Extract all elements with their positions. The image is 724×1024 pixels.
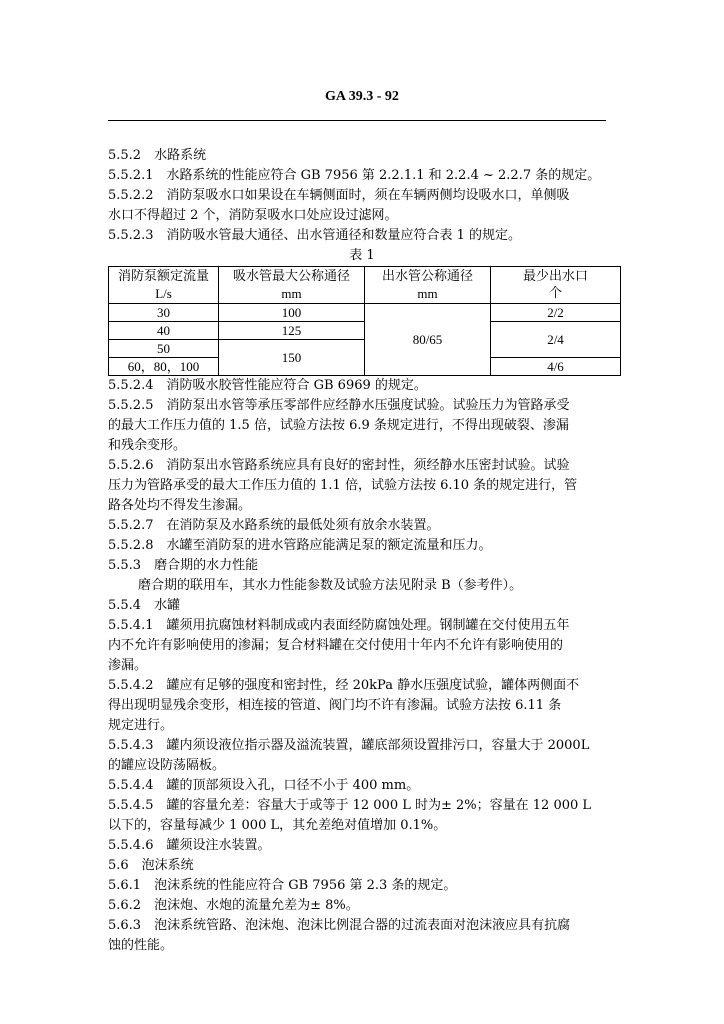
table-cell: 4/6 — [491, 358, 621, 376]
header-unit: mm — [417, 286, 438, 301]
header-cell-min-outlets — [491, 267, 621, 304]
header-unit: L/s — [155, 286, 172, 301]
table-cell: 125 — [219, 322, 365, 340]
table-cell: 40 — [109, 322, 219, 340]
text-line: 5.5.2.5 消防泵出水管等承压零部件应经静水压强度试验。试验压力为管路承受 — [108, 398, 570, 413]
text-line: 5.6.2 泡沫炮、水炮的流量允差为± 8%。 — [108, 898, 359, 913]
text-line: 规定进行。 — [108, 718, 174, 733]
header-cell-flow — [109, 267, 219, 304]
text-line: 的罐应设防荡隔板。 — [108, 758, 226, 773]
text-line: 5.5.4.6 罐须设注水装置。 — [108, 838, 271, 853]
header-text: 出水管公称通径 — [381, 269, 473, 284]
text-line: 蚀的性能。 — [108, 938, 174, 953]
header-cell-outlet-diameter — [365, 267, 491, 304]
header-text: 吸水管最大公称通径 — [232, 269, 350, 284]
section-5-5-2-continued — [108, 376, 616, 576]
table-cell: 100 — [219, 304, 365, 322]
text-line: 5.5.2.8 水罐至消防泵的进水管路应能满足泵的额定流量和压力。 — [108, 538, 492, 553]
table-cell-merged: 80/65 — [365, 304, 491, 376]
table-cell-merged: 150 — [219, 340, 365, 376]
text-line: 5.5.4.3 罐内须设液位指示器及溢流装置，罐底部须设置排污口，容量大于 2000L — [108, 738, 590, 753]
text-line: 的最大工作压力值的 1.5 倍，试验方法按 6.9 条规定进行，不得出现破裂、渗漏 — [108, 418, 569, 433]
header-unit: 个 — [548, 286, 562, 301]
table-header-row — [109, 267, 621, 304]
text-line: 压力为管路承受的最大工作压力值的 1.1 倍，试验方法按 6.10 条的规定进行，管 — [108, 478, 578, 493]
table-cell: 30 — [109, 304, 219, 322]
document-body — [108, 146, 616, 956]
table-caption: 表 1 — [349, 248, 375, 263]
table-row — [109, 304, 621, 322]
text-line: 5.5.4.5 罐的容量允差：容量大于或等于 12 000 L 时为± 2%；容量在 12 000 L — [108, 798, 592, 813]
text-line: 5.5.2.2 消防泵吸水口如果设在车辆侧面时，须在车辆两侧均设吸水口，单侧吸 — [108, 188, 570, 203]
text-line: 渗漏。 — [108, 658, 148, 673]
table-cell: 50 — [109, 340, 219, 358]
text-line: 5.5.4.1 罐须用抗腐蚀材料制成或内表面经防腐蚀处理。钢制罐在交付使用五年 — [108, 618, 570, 633]
section-5-5-2 — [108, 146, 616, 246]
text-line: 5.5.2 水路系统 — [108, 148, 207, 163]
text-line-indented: 磨合期的联用车，其水力性能参数及试验方法见附录 B（参考件）。 — [138, 578, 523, 593]
text-line: 水口不得超过 2 个，消防泵吸水口处应设过滤网。 — [108, 208, 398, 223]
text-line: 得出现明显残余变形，相连接的管道、阀门均不许有渗漏。试验方法按 6.11 条 — [108, 698, 562, 713]
header-cell-suction — [219, 267, 365, 304]
header-unit: mm — [281, 286, 302, 301]
text-line: 5.6 泡沫系统 — [108, 858, 194, 873]
text-line: 5.5.2.6 消防泵出水管路系统应具有良好的密封性，须经静水压密封试验。试验 — [108, 458, 570, 473]
text-line: 以下的，容量每减少 1 000 L，其允差绝对值增加 0.1%。 — [108, 818, 447, 833]
header-text: 最少出水口 — [522, 269, 588, 284]
text-line: 5.5.2.7 在消防泵及水路系统的最低处须有放余水装置。 — [108, 518, 440, 533]
text-line: 5.5.4.2 罐应有足够的强度和密封性，经 20kPa 静水压强度试验，罐体两侧面不 — [108, 678, 580, 693]
page-header: GA 39.3 - 92 — [325, 89, 399, 104]
text-line: 路各处均不得发生渗漏。 — [108, 498, 252, 513]
text-line: 5.6.3 泡沫系统管路、泡沫炮、泡沫比例混合器的过流表面对泡沫液应具有抗腐 — [108, 918, 571, 933]
table-cell: 2/2 — [491, 304, 621, 322]
text-line: 5.5.4 水罐 — [108, 598, 181, 613]
header-text: 消防泵额定流量 — [117, 269, 209, 284]
section-5-5-4-and-5-6 — [108, 596, 616, 956]
text-line: 5.5.4.4 罐的顶部须设入孔，口径不小于 400 mm。 — [108, 778, 420, 793]
table-1 — [108, 266, 621, 376]
text-line: 和残余变形。 — [108, 438, 187, 453]
table-cell-merged: 2/4 — [491, 322, 621, 358]
text-line: 5.5.2.1 水路系统的性能应符合 GB 7956 第 2.2.1.1 和 2.2.4 ~ 2.2.7 条的规定。 — [108, 168, 601, 183]
table-cell: 60，80，100 — [109, 358, 219, 376]
text-line: 5.5.2.4 消防吸水胶管性能应符合 GB 6969 的规定。 — [108, 378, 427, 393]
text-line: 5.5.3 磨合期的水力性能 — [108, 558, 259, 573]
text-line: 5.6.1 泡沫系统的性能应符合 GB 7956 第 2.3 条的规定。 — [108, 878, 457, 893]
text-line: 内不允许有影响使用的渗漏；复合材料罐在交付使用十年内不允许有影响使用的 — [108, 638, 564, 653]
header-rule — [108, 120, 606, 121]
text-line: 5.5.2.3 消防吸水管最大通径、出水管通径和数量应符合表 1 的规定。 — [108, 228, 522, 243]
